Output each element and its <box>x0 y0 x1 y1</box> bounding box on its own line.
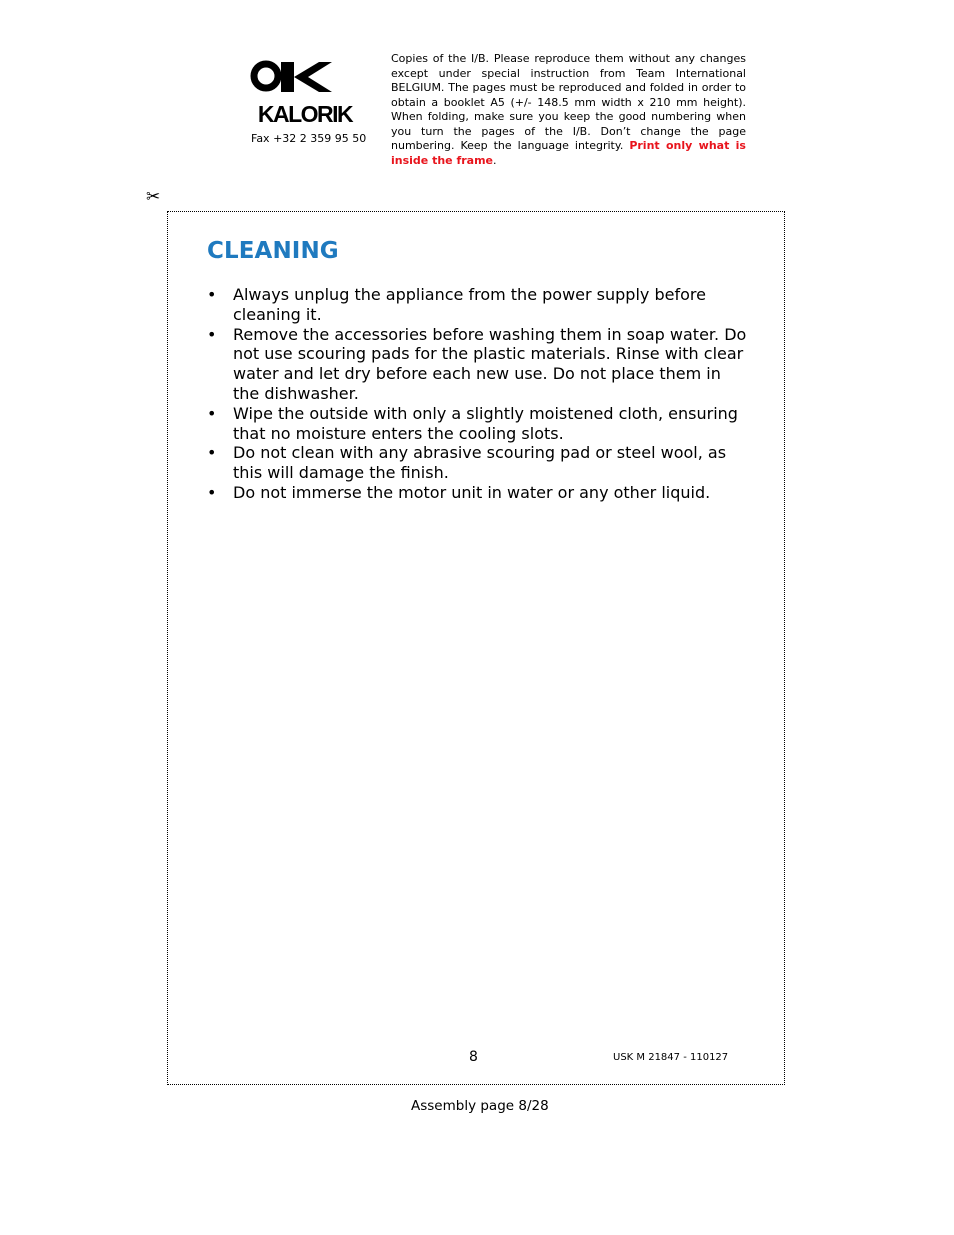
list-item: • Do not immerse the motor unit in water or any other liquid. <box>207 483 752 503</box>
fax-number: Fax +32 2 359 95 50 <box>251 132 367 145</box>
instructions-highlight: Print only what is inside the frame <box>391 139 746 167</box>
cleaning-instructions-list <box>207 285 752 503</box>
logo-wordmark: KALORIK <box>257 101 353 125</box>
document-code: USK M 21847 - 110127 <box>613 1052 729 1063</box>
list-item: • Wipe the outside with only a slightly moistened cloth, ensuring that no moisture enters the cooling slots. <box>207 404 752 444</box>
instructions-end: . <box>493 153 497 167</box>
assembly-page: Assembly page 8/28 <box>411 1098 549 1114</box>
list-item: • Always unplug the appliance from the power supply before cleaning it. <box>207 285 752 325</box>
print-instructions <box>391 52 746 168</box>
list-item: • Remove the accessories before washing them in soap water. Do not use scouring pads for the plastic materials. Rinse with clear water and let dry before each new use. Do not place them in the dishwasher. <box>207 325 752 404</box>
page-number: 8 <box>469 1049 478 1065</box>
list-item: • Do not clean with any abrasive scouring pad or steel wool, as this will damage the finish. <box>207 443 752 483</box>
section-title: CLEANING <box>207 238 339 264</box>
kalorik-logo <box>250 57 360 125</box>
instructions-text: Copies of the I/B. Please reproduce them without any changes except under special instruction from Team International BELGIUM. The pages must be reproduced and folded in order to obtain a booklet A5 (+/- 148.5 mm width x 210 mm height). When folding, make sure you keep the good numbering when you turn the pages of the I/B. Don’t change the page numbering. Keep the language integrity. <box>391 52 746 152</box>
scissors-icon: ✂ <box>146 187 161 207</box>
